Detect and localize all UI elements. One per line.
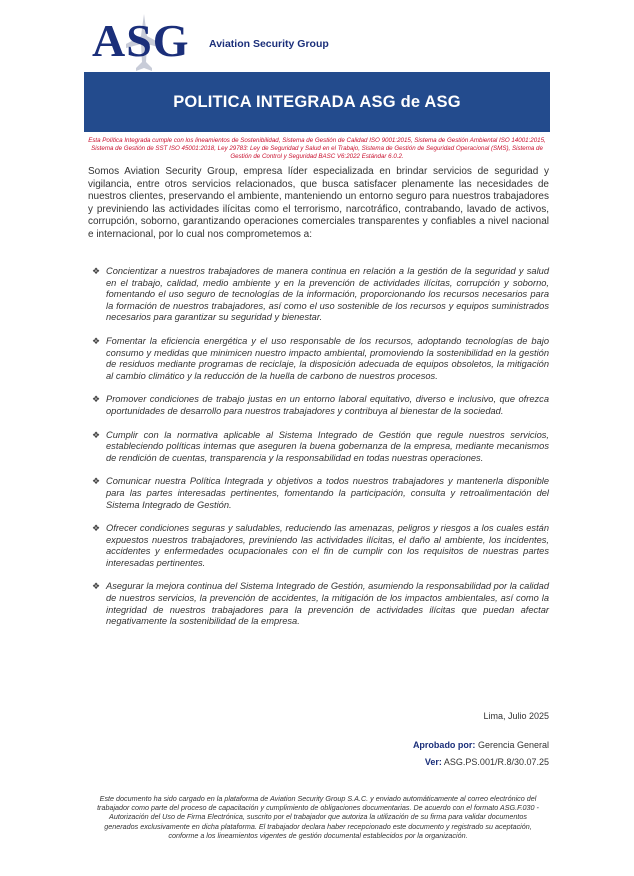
list-item-text: Fomentar la eficiencia energética y el uso responsable de los recursos, adoptando tecnologías de bajo consumo y medidas que minimicen nuestro impacto ambiental, promoviendo la sostenibilidad en la gestión de residuos mediante programas de reciclaje, la disposición adecuada de equipos obsoletos, la mitigación al cambio climático y la reducción de la huella de carbono de nuestros procesos.: [106, 335, 549, 381]
version-line: [425, 757, 549, 767]
diamond-bullet-icon: ❖: [92, 476, 101, 487]
logo-letters: ASG: [92, 15, 190, 66]
version-label: Ver:: [424, 757, 442, 767]
list-item-text: Promover condiciones de trabajo justas en un entorno laboral equitativo, diverso e inclusivo, que ofrezca oportunidades de desarrollo para nuestros trabajadores y contribuya al bienestar de la sociedad.: [106, 394, 549, 416]
list-item-text: Ofrecer condiciones seguras y saludables, reduciendo las amenazas, peligros y riesgos a los cuales están expuestos nuestros trabajadores, previniendo las actividades ilícitas, el daño al ambiente, los incidentes, accidentes y enfermedades ocupacionales con el fin de cumplir con los requisitos de nuestras partes interesadas pertinentes.: [106, 523, 549, 568]
page-title: POLITICA INTEGRADA ASG de ASG: [173, 92, 461, 111]
diamond-bullet-icon: ❖: [92, 394, 101, 405]
approval-line: [413, 740, 549, 750]
list-item: [92, 430, 549, 465]
compliance-note: Esta Política Integrada cumple con los lineamientos de Sostenibilidad, Sistema de Gestión de Calidad ISO 9001:2015, Sistema de Gestión Ambiental ISO 14001:2015, Sistema de Gestión de SST ISO 45001:2018, Ley 29783: Ley de Seguridad y Salud en el Trabajo, Sistema de Gestión de Seguridad Operacional (SMS), Sistema de Gestión de Control y Seguridad BASC V6:2022 Estándar 6.0.2.: [88, 137, 546, 160]
list-item: [92, 476, 549, 511]
list-item: [92, 523, 549, 569]
logo-tagline: Aviation Security Group: [209, 38, 329, 50]
approval-value: Gerencia General: [477, 740, 549, 750]
list-item-text: Comunicar nuestra Política Integrada y objetivos a todos nuestros trabajadores y mantenerla disponible para las partes interesadas pertinentes, fomentando la participación, consulta y retroalimentación del Sistema Integrado de Gestión.: [106, 476, 549, 510]
list-item: [92, 266, 549, 324]
commitments-list: [92, 266, 549, 640]
diamond-bullet-icon: ❖: [92, 523, 101, 534]
diamond-bullet-icon: ❖: [92, 266, 101, 276]
list-item-text: Concientizar a nuestros trabajadores de manera continua en relación a la gestión de la seguridad y salud en el trabajo, calidad, medio ambiente y en la prevención de actividades ilícitas, corrupción y soborno, fomentando el uso seguro de tecnologías de la información, proporcionando los recursos necesarios para la formación de nuestros trabajadores, así como el uso sostenible de los recursos y equipos suministrados necesarios para garantizar su seguridad y bienestar.: [106, 266, 549, 323]
list-item-text: Cumplir con la normativa aplicable al Sistema Integrado de Gestión que regule nuestros servicios, estableciendo políticas internas que aseguren la buena gobernanza de la empresa, mediante mecanismos de rendición de cuentas, transparencia y la responsabilidad en todas nuestras operaciones.: [106, 429, 549, 463]
list-item: [92, 394, 549, 417]
company-logo: [92, 14, 352, 74]
list-item-text: Asegurar la mejora continua del Sistema Integrado de Gestión, asumiendo la responsabilidad por la calidad de nuestros servicios, la prevención de accidentes, la mitigación de los impactos ambientales, así como la integridad de nuestros trabajadores para la prevención de actividades ilícitas que puedan afectar negativamente la sostenibilidad de la empresa.: [106, 581, 549, 627]
footer-disclaimer: Este documento ha sido cargado en la plataforma de Aviation Security Group S.A.C. y enviado automáticamente al correo electrónico del trabajador como parte del proceso de capacitación y cumplimiento de obligaciones documentarias. De acuerdo con el formato ASG.F.030 - Autorización del Uso de Firma Electrónica, suscrito por el trabajador que autoriza la utilización de su firma para validar documentos generados exclusivamente en dicha plataforma. El trabajador declara haber recepcionado este documento y registrado su aceptación, conforme a los lineamientos vigentes de gestión documental establecidos por la organización.: [97, 794, 539, 840]
intro-paragraph: Somos Aviation Security Group, empresa líder especializada en brindar servicios de seguridad y vigilancia, entre otros servicios relacionados, que busca satisfacer plenamente las necesidades de nuestros clientes, preservando el ambiente, manteniendo un entorno seguro para nuestros trabajadores y previniendo las actividades ilícitas como el terrorismo, narcotráfico, contrabando, lavado de activos, corrupción, soborno, garantizando operaciones comerciales transparentes y confiables a nivel nacional e internacional, por lo cual nos comprometemos a:: [88, 166, 549, 240]
diamond-bullet-icon: ❖: [92, 581, 101, 592]
list-item: [92, 581, 549, 627]
document-date: Lima, Julio 2025: [483, 711, 549, 721]
diamond-bullet-icon: ❖: [92, 335, 101, 346]
diamond-bullet-icon: ❖: [92, 429, 101, 440]
title-banner: [84, 72, 550, 132]
approval-label: Aprobado por:: [412, 740, 476, 750]
list-item: [92, 336, 549, 382]
version-value: ASG.PS.001/R.8/30.07.25: [443, 757, 549, 767]
